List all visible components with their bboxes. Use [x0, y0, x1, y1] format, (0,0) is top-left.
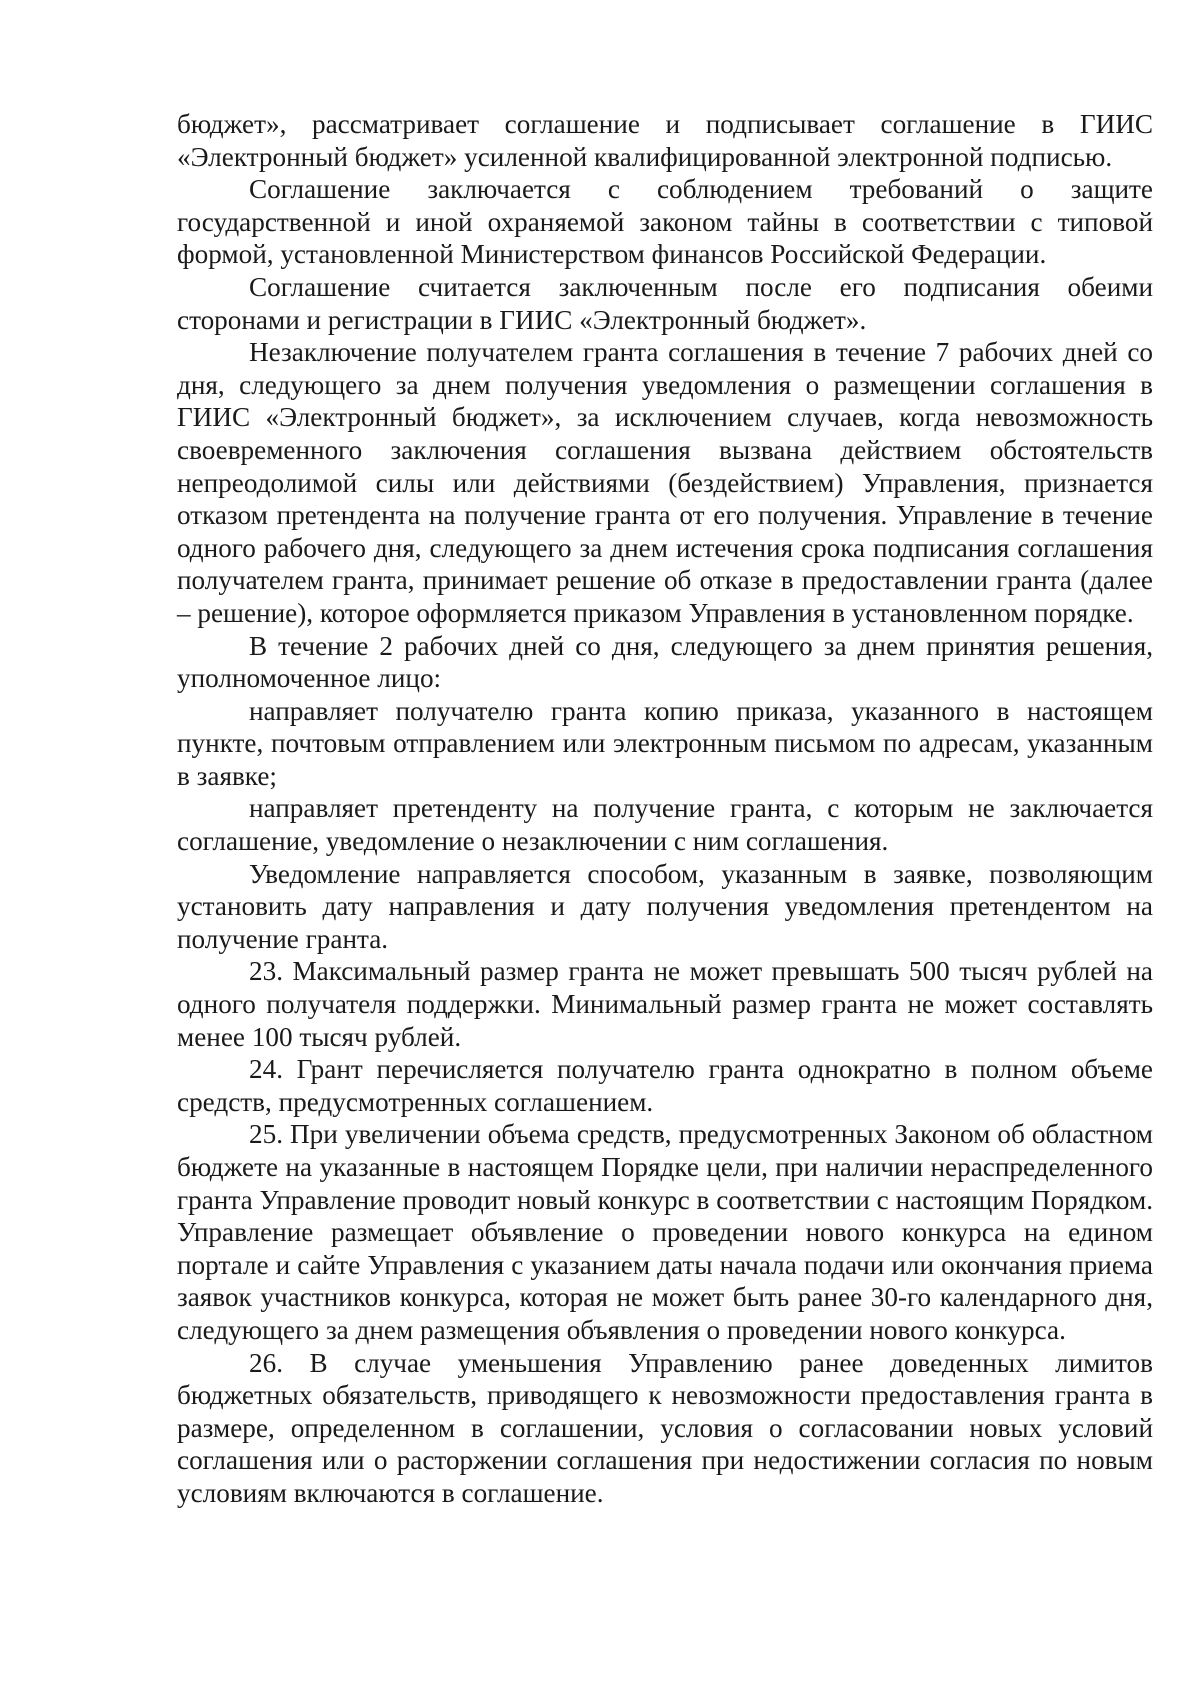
paragraph-non-conclusion: Незаключение получателем гранта соглашения в течение 7 рабочих дней со дня, следующего за днем получения уведомления о размещении соглашения в ГИИС «Электронный бюджет», за исключением случаев, когда невозможность своевременного заключения соглашения вызвана действием обстоятельств непреодолимой силы или действиями (бездействием) Управления, признается отказом претендента на получение гранта от его получения. Управление в течение одного рабочего дня, следующего за днем истечения срока подписания соглашения получателем гранта, принимает решение об отказе в предоставлении гранта (далее – решение), которое оформляется приказом Управления в установленном порядке.	[177, 337, 1153, 628]
paragraph-sends-notice: направляет претенденту на получение гранта, с которым не заключается соглашение, уведомление о незаключении с ним соглашения.	[177, 793, 1153, 857]
paragraph-within-two-days: В течение 2 рабочих дней со дня, следующего за днем принятия решения, уполномоченное лицо:	[177, 630, 1153, 694]
paragraph-continuation: бюджет», рассматривает соглашение и подписывает соглашение в ГИИС «Электронный бюджет» усиленной квалифицированной электронной подписью.	[177, 109, 1153, 172]
paragraph-agreement-requirements: Соглашение заключается с соблюдением требований о защите государственной и иной охраняемой законом тайны в соответствии с типовой формой, установленной Министерством финансов Российской Федерации.	[177, 174, 1153, 270]
paragraph-item-23: 23. Максимальный размер гранта не может превышать 500 тысяч рублей на одного получателя поддержки. Минимальный размер гранта не может составлять менее 100 тысяч рублей.	[177, 956, 1153, 1052]
paragraph-item-26: 26. В случае уменьшения Управлению ранее доведенных лимитов бюджетных обязательств, приводящего к невозможности предоставления гранта в размере, определенном в соглашении, условия о согласовании новых условий соглашения или о расторжении соглашения при недостижении согласия по новым условиям включаются в соглашение.	[177, 1347, 1153, 1508]
paragraph-agreement-concluded: Соглашение считается заключенным после его подписания обеими сторонами и регистрации в ГИИС «Электронный бюджет».	[177, 271, 1153, 335]
paragraph-sends-copy: направляет получателю гранта копию приказа, указанного в настоящем пункте, почтовым отправлением или электронным письмом по адресам, указанным в заявке;	[177, 695, 1153, 791]
paragraph-notice-method: Уведомление направляется способом, указанным в заявке, позволяющим установить дату направления и дату получения уведомления претендентом на получение гранта.	[177, 858, 1153, 954]
paragraph-item-25: 25. При увеличении объема средств, предусмотренных Законом об областном бюджете на указанные в настоящем Порядке цели, при наличии нераспределенного гранта Управление проводит новый конкурс в соответствии с настоящим Порядком. Управление размещает объявление о проведении нового конкурса на едином портале и сайте Управления с указанием даты начала подачи или окончания приема заявок участников конкурса, которая не может быть ранее 30-го календарного дня, следующего за днем размещения объявления о проведении нового конкурса.	[177, 1119, 1153, 1345]
document-page	[177, 108, 1153, 1510]
paragraph-item-24: 24. Грант перечисляется получателю гранта однократно в полном объеме средств, предусмотренных соглашением.	[177, 1054, 1153, 1117]
